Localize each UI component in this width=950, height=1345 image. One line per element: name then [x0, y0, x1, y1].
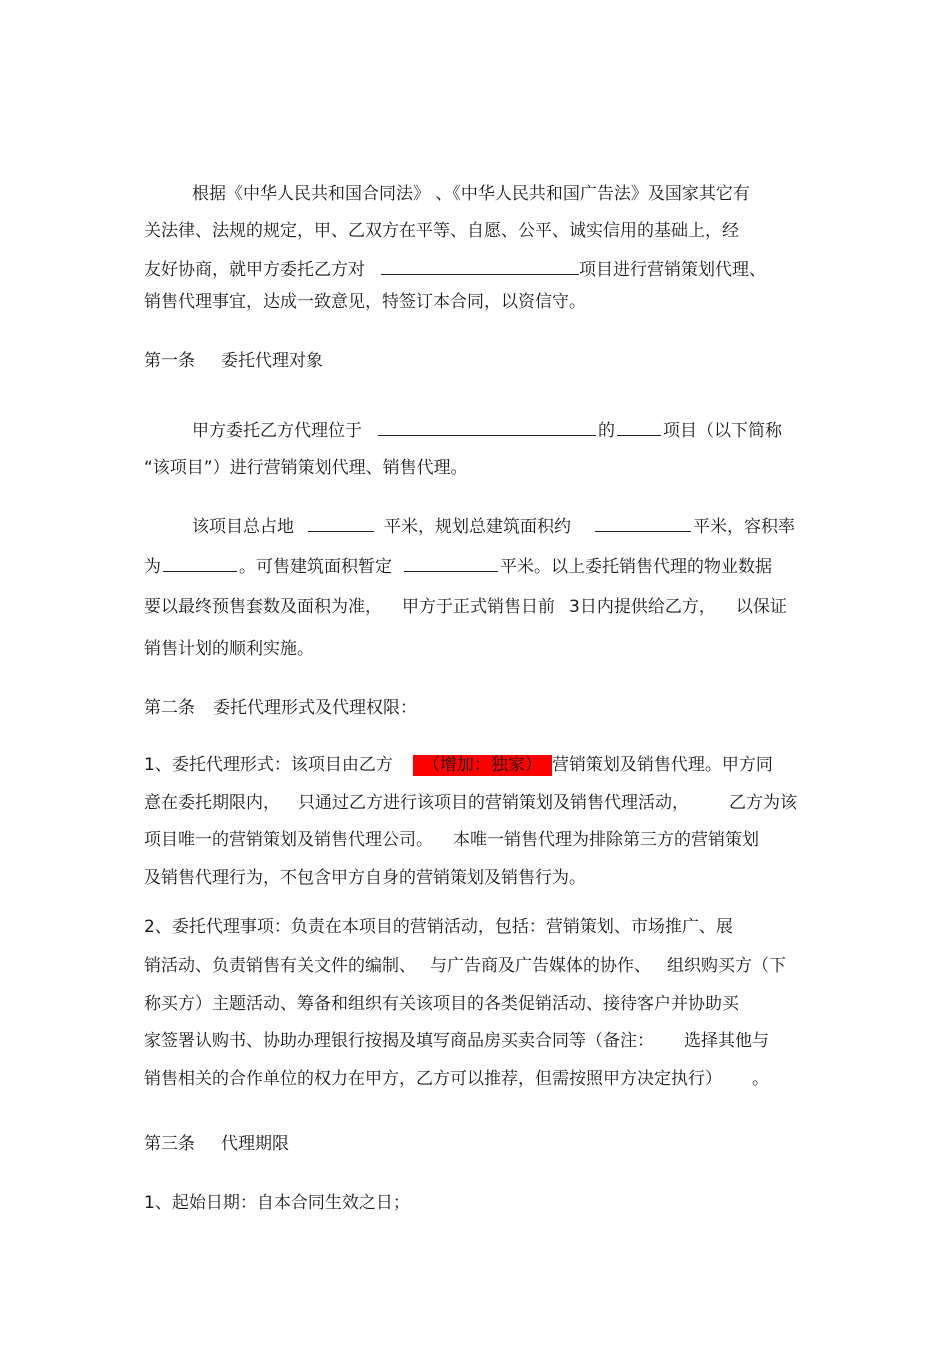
blank-location	[378, 418, 596, 436]
text: 营销策划及销售代理。甲方同	[551, 755, 773, 775]
text: 销售相关的合作单位的权力在甲方，乙方可以推荐，但需按照甲方决定执行）	[144, 1069, 722, 1089]
art2-item1-line-2	[144, 792, 797, 814]
art2-item2-line-5	[144, 1068, 769, 1090]
blank-land-area	[308, 514, 374, 532]
preamble-line-4: 销售代理事宜，达成一致意见，特签订本合同，以资信守。	[144, 292, 586, 312]
text: 销活动、负责销售有关文件的编制、	[144, 956, 416, 976]
art2-item2-line-2	[144, 955, 786, 977]
art3-item1: 1、起始日期：自本合同生效之日；	[144, 1193, 410, 1213]
blank-project	[617, 418, 661, 436]
art2-item2-line-4	[144, 1030, 769, 1052]
blank-building-area	[595, 514, 691, 532]
text: 意在委托期限内，	[144, 793, 280, 813]
article-number: 第三条	[144, 1134, 195, 1154]
text: 为	[144, 557, 161, 577]
text: 甲方于正式销售日前	[402, 597, 555, 617]
article-1-title	[144, 350, 323, 372]
text: 家签署认购书、协助办理银行按揭及填写商品房买卖合同等（备注：	[144, 1031, 654, 1051]
art2-item1-line-1	[144, 754, 773, 776]
text: 甲方委托乙方代理位于	[192, 421, 362, 441]
art1-p1-line-1	[192, 418, 782, 440]
blank-plot-ratio	[163, 554, 237, 572]
article-number: 第一条	[144, 351, 195, 371]
text: 。可售建筑面积暂定	[239, 557, 392, 577]
text: 组织购买方（下	[667, 956, 786, 976]
art2-item2-line-3: 称买方）主题活动、筹备和组织有关该项目的各类促销活动、接待客户并协助买	[144, 994, 739, 1014]
highlight-exclusive: （增加：独家）	[413, 755, 552, 776]
text: 项目唯一的营销策划及销售代理公司。	[144, 830, 433, 850]
preamble-line-1: 根据《中华人民共和国合同法》 、《中华人民共和国广告法》及国家其它有	[192, 184, 750, 204]
article-2-title	[144, 697, 417, 719]
article-3-title	[144, 1133, 289, 1155]
text: 平米，规划总建筑面积约	[384, 517, 571, 537]
text: 平米，容积率	[693, 517, 795, 537]
article-heading: 委托代理对象	[221, 351, 323, 371]
text: 与广告商及广告媒体的协作、	[430, 956, 651, 976]
text: 平米。以上委托销售代理的物业数据	[500, 557, 772, 577]
text: 只通过乙方进行该项目的营销策划及销售代理活动，	[298, 793, 689, 813]
text: 该项目总占地	[192, 517, 294, 537]
preamble-line-2: 关法律、法规的规定，甲、乙双方在平等、自愿、公平、诚实信用的基础上，经	[144, 221, 739, 241]
art2-item1-line-4: 及销售代理行为，不包含甲方自身的营销策划及销售行为。	[144, 868, 586, 888]
article-number: 第二条	[144, 698, 195, 718]
blank-project-name	[381, 257, 579, 275]
art1-p2-line-1	[192, 514, 795, 536]
art1-p1-line-2: “该项目”）进行营销策划代理、销售代理。	[144, 458, 468, 478]
blank-saleable-area	[404, 554, 498, 572]
art1-p2-line-3	[144, 596, 787, 618]
text: 以保证	[735, 597, 787, 617]
text: 。	[752, 1069, 769, 1089]
text: 的	[598, 421, 615, 441]
text: 项目进行营销策划代理、	[579, 260, 766, 280]
text: 3日内提供给乙方，	[569, 597, 716, 617]
text: 选择其他与	[684, 1031, 769, 1051]
text: 1、委托代理形式：该项目由乙方	[144, 755, 393, 775]
article-heading: 代理期限	[221, 1134, 289, 1154]
art1-p2-line-4: 销售计划的顺利实施。	[144, 639, 314, 659]
text: 乙方为该	[729, 793, 797, 813]
article-heading: 委托代理形式及代理权限：	[213, 698, 417, 718]
art2-item1-line-3	[144, 829, 759, 851]
text: 要以最终预售套数及面积为准，	[144, 597, 382, 617]
text: 本唯一销售代理为排除第三方的营销策划	[453, 830, 759, 850]
text: 友好协商，就甲方委托乙方对	[144, 260, 365, 280]
art2-item2-line-1: 2、委托代理事项：负责在本项目的营销活动，包括：营销策划、市场推广、展	[144, 917, 733, 937]
art1-p2-line-2	[144, 554, 772, 576]
preamble-line-3	[144, 257, 766, 279]
text: 项目（以下简称	[663, 421, 782, 441]
